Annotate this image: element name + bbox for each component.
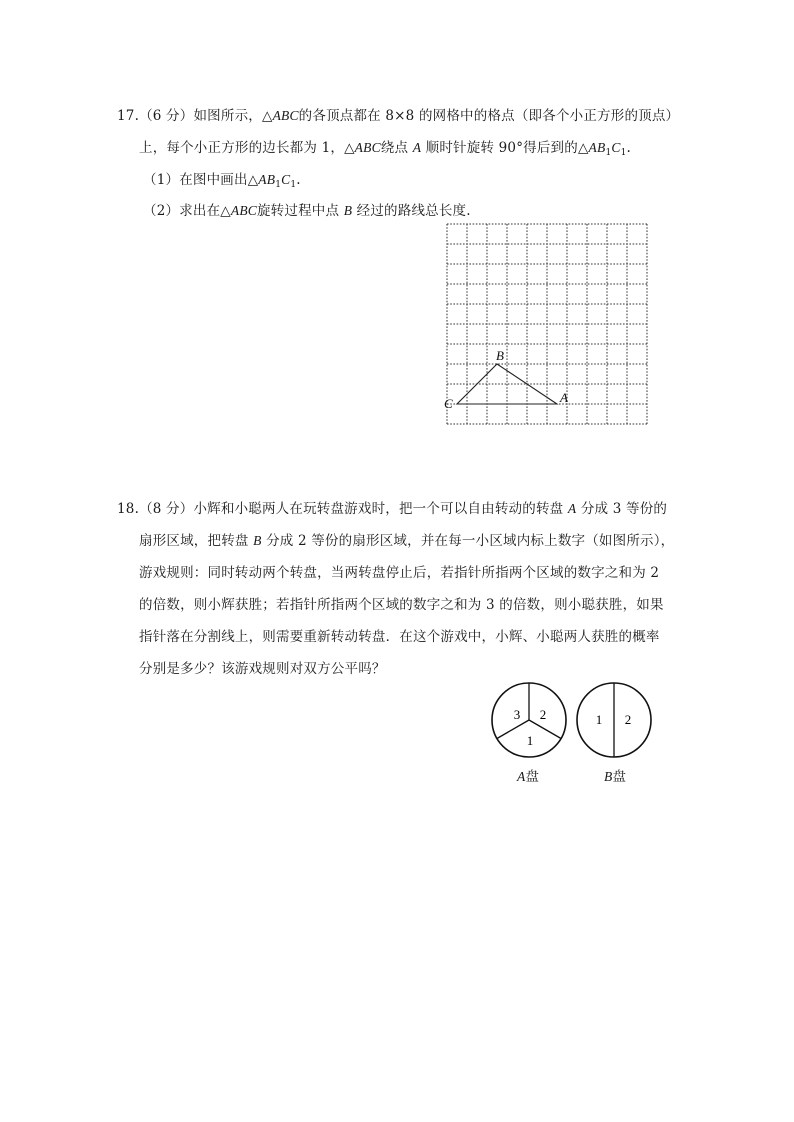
q17-abc: ABC (272, 108, 299, 123)
q17-text: 旋转过程中点 (256, 203, 340, 219)
grid-figure (440, 218, 655, 430)
spinner-a (488, 679, 570, 761)
q17-text: . (626, 140, 632, 156)
spinner-a-number: 1 (526, 733, 534, 748)
q17-sub: 1 (275, 180, 282, 190)
q18-text: 分成 2 等份的扇形区域，并在每一小区域内标上数字（如图所示）， (266, 533, 675, 549)
q17-sub: 1 (290, 180, 297, 190)
spinner-b-label (604, 765, 626, 785)
q17-c: C (281, 172, 291, 187)
spinner-a-number: 2 (539, 707, 547, 722)
q18-line-1 (117, 497, 667, 517)
q17-ab: AB (258, 172, 276, 187)
q17-sub: 1 (605, 148, 612, 158)
spinner-a-label (517, 765, 539, 785)
spinner-a-divider (497, 720, 529, 739)
q17-text: 的各顶点都在 8×8 的网格中的格点（即各个小正方形的顶点） (298, 108, 680, 124)
q17-abc: ABC (354, 140, 381, 155)
q17-text: （1）在图中画出△ (143, 172, 259, 188)
q17-text: 上，每个小正方形的边长都为 1，△ (139, 140, 355, 156)
q17-text: （2）求出在△ (143, 203, 231, 219)
q17-ab: AB (588, 140, 606, 155)
q18-text: 扇形区域，把转盘 (139, 533, 249, 549)
q18-line-3: 游戏规则：同时转动两个转盘，当两转盘停止后，若指针所指两个区域的数字之和为 2 (139, 565, 660, 581)
q18-line-2 (139, 529, 674, 549)
q17-point-b: B (343, 203, 353, 218)
q17-text: 顺时针旋转 90°得后到的△ (425, 140, 589, 156)
spinner-b-number: 1 (595, 712, 603, 727)
q18-number: 18. (117, 501, 140, 517)
grid-label-b: B (496, 348, 504, 363)
q17-subquestion-2 (143, 199, 471, 219)
q18-text: 分成 3 等份的 (580, 501, 668, 517)
q17-text: 绕点 (380, 140, 409, 156)
q17-text: 经过的路线总长度. (356, 203, 471, 219)
spinner-b (573, 679, 655, 761)
q18-spinner-b: B (253, 533, 262, 548)
q17-score: （6 分） (139, 108, 194, 124)
q17-c: C (611, 140, 621, 155)
spinner-a-divider (529, 720, 561, 739)
q17-line-1 (117, 104, 679, 124)
spinner-a-number: 3 (513, 707, 521, 722)
q17-point-a: A (412, 140, 422, 155)
spinner-b-label-text: 盘 (612, 769, 627, 785)
grid-label-a: A (560, 390, 568, 405)
q17-text: 如图所示，△ (193, 108, 273, 124)
q18-score: （8 分） (139, 501, 194, 517)
q17-text: . (296, 172, 301, 188)
q18-line-5: 指针落在分割线上，则需要重新转动转盘．在这个游戏中，小辉、小聪两人获胜的概率 (139, 629, 660, 645)
q18-text: 小辉和小聪两人在玩转盘游戏时，把一个可以自由转动的转盘 (193, 501, 564, 517)
spinner-a-label-letter: A (517, 769, 526, 784)
spinner-b-number: 2 (624, 712, 632, 727)
q18-line-6: 分别是多少？该游戏规则对双方公平吗？ (139, 661, 386, 677)
q18-line-4: 的倍数，则小辉获胜；若指针所指两个区域的数字之和为 3 的倍数，则小聪获胜，如果 (139, 597, 664, 613)
q17-abc: ABC (230, 203, 257, 218)
spinner-a-label-text: 盘 (525, 769, 540, 785)
spinner-b-label-letter: B (604, 769, 613, 784)
q17-line-2 (139, 136, 631, 158)
q17-subquestion-1 (143, 168, 301, 190)
q18-spinner-a: A (567, 501, 577, 516)
grid-lines (447, 224, 647, 424)
q17-number: 17. (117, 108, 140, 124)
q17-sub: 1 (620, 148, 627, 158)
grid-label-c: C (444, 396, 453, 411)
